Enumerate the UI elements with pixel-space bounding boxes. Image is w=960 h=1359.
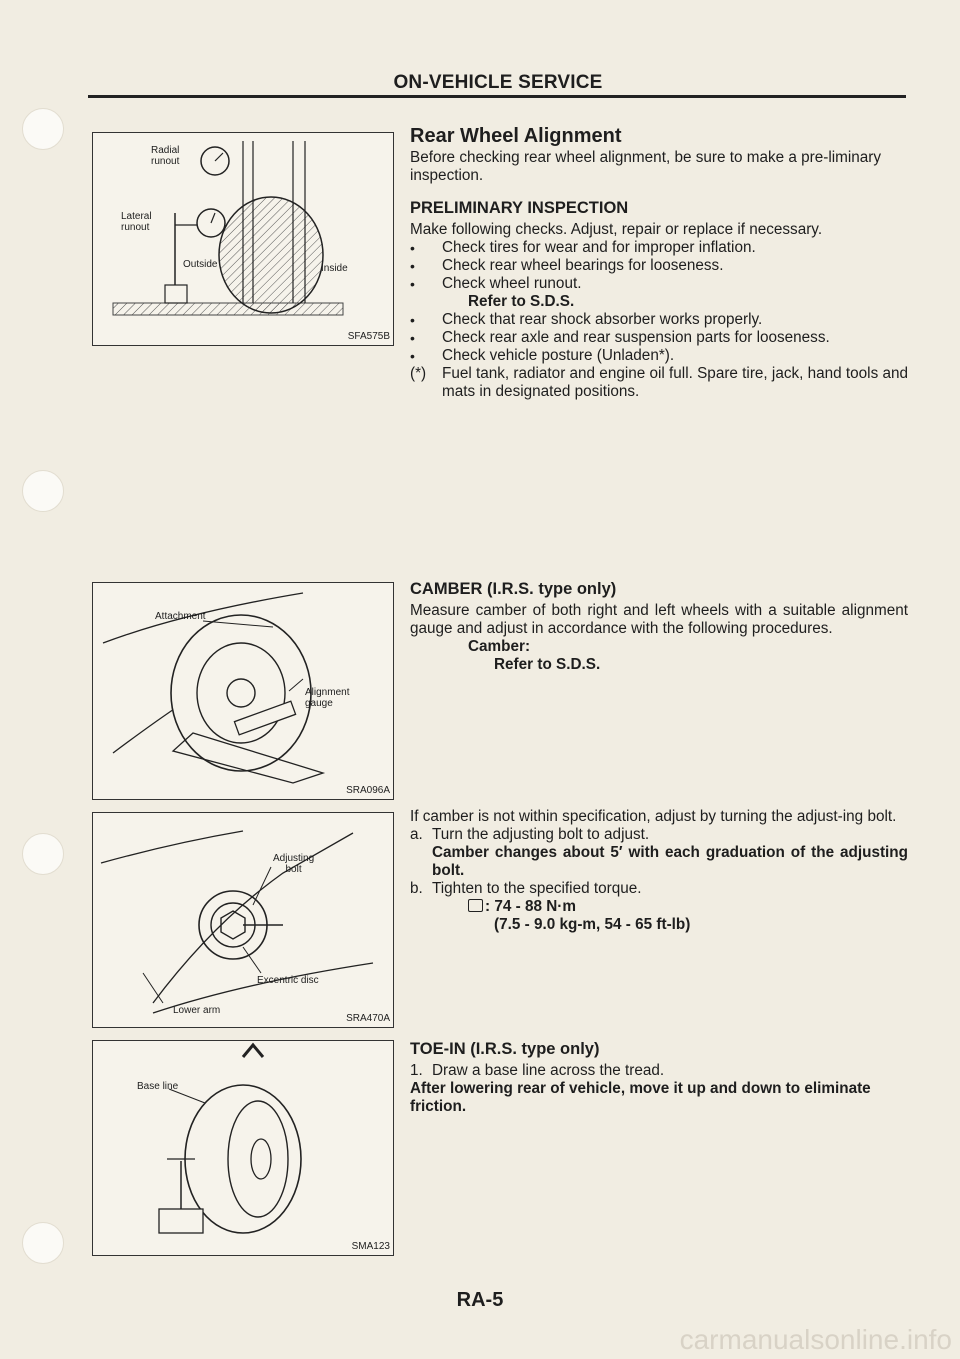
watermark: carmanualsonline.info [679,1324,952,1355]
label-outside: Outside [183,259,218,270]
check-item: • Check tires for wear and for improper inflation. [410,239,908,257]
step-text: Tighten to the specified torque. [432,880,642,897]
step-a-note [410,844,908,880]
check-item: • Check rear axle and rear suspension parts for looseness. [410,329,908,347]
section-toe-in [410,1040,908,1116]
check-item: • Check rear wheel bearings for looseness. [410,257,908,275]
label-excentric-disc: Excentric disc [257,975,319,986]
label-lower-arm: Lower arm [173,1005,221,1016]
note [410,365,908,401]
check-item: • Check that rear shock absorber works properly. [410,311,908,329]
section-camber-adjust [410,808,908,934]
subsection-title: PRELIMINARY INSPECTION [410,199,629,217]
camber-text: Measure camber of both right and left wheels with a suitable alignment gauge and adjust in accordance with the following procedures. [410,602,908,637]
reference: Refer to S.D.S. [494,656,601,673]
torque-value: : 74 - 88 N·m [485,898,576,915]
label-inside: Inside [321,263,348,274]
step-mark: a. [410,826,423,843]
label-radial-runout: Radial runout [151,145,180,167]
binder-hole [22,470,64,512]
step-1 [410,1062,908,1080]
lead-text: Make following checks. Adjust, repair or replace if necessary. [410,221,823,238]
adjust-text: If camber is not within specification, adjust by turning the adjust-ing bolt. [410,808,897,825]
page-header [90,72,906,94]
page-number: RA-5 [456,1289,504,1311]
binder-hole [22,108,64,150]
figure-alignment-gauge [92,582,394,800]
label-lateral-runout: Lateral runout [121,211,152,233]
figure-wheel-runout [92,132,394,346]
figure-base-line [92,1040,394,1256]
binder-hole [22,1222,64,1264]
binder-hole [22,833,64,875]
camber-label: Camber: [468,638,531,655]
note-mark: (*) [410,365,427,382]
figure-code: SMA123 [351,1241,390,1252]
header-rule [88,95,906,98]
step-b [410,880,908,898]
check-item: • Check wheel runout. [410,275,908,293]
check-item: • Check vehicle posture (Unladen*). [410,347,908,365]
section-title: Rear Wheel Alignment [410,125,622,147]
subsection-title: CAMBER (I.R.S. type only) [410,580,617,598]
label-adjusting-bolt: Adjusting bolt [273,853,315,875]
torque-spec [410,898,908,916]
torque-wrench-icon [468,899,483,912]
step-a [410,826,908,844]
step-text: Draw a base line across the tread. [432,1062,665,1079]
step-mark: 1. [410,1062,423,1079]
section-camber [410,580,908,674]
step-note-text: Camber changes about 5′ with each graduation of the adjusting bolt. [432,844,908,879]
label-attachment: Attachment [155,611,206,622]
torque-conversion: (7.5 - 9.0 kg-m, 54 - 65 ft-lb) [494,916,691,933]
step-text: Turn the adjusting bolt to adjust. [432,826,650,843]
reference: Refer to S.D.S. [468,293,575,310]
note-text: Fuel tank, radiator and engine oil full. Spare tire, jack, hand tools and mats in designated positions. [442,365,908,400]
figure-code: SFA575B [347,331,390,342]
adjusting-bolt-drawing [93,813,393,1027]
subsection-title: TOE-IN (I.R.S. type only) [410,1040,600,1058]
wheel-runout-drawing [93,133,393,345]
figure-code: SRA470A [346,1013,390,1024]
label-alignment-gauge: Alignment gauge [305,687,350,709]
base-line-drawing [93,1041,393,1255]
step-mark: b. [410,880,423,897]
intro-text: Before checking rear wheel alignment, be sure to make a pre-liminary inspection. [410,149,882,184]
figure-code: SRA096A [346,785,390,796]
section-rear-wheel-alignment [410,127,908,401]
figure-adjusting-bolt [92,812,394,1028]
toe-in-note: After lowering rear of vehicle, move it up and down to eliminate friction. [410,1080,871,1115]
label-base-line: Base line [137,1081,179,1092]
page-title: ON-VEHICLE SERVICE [393,72,603,93]
